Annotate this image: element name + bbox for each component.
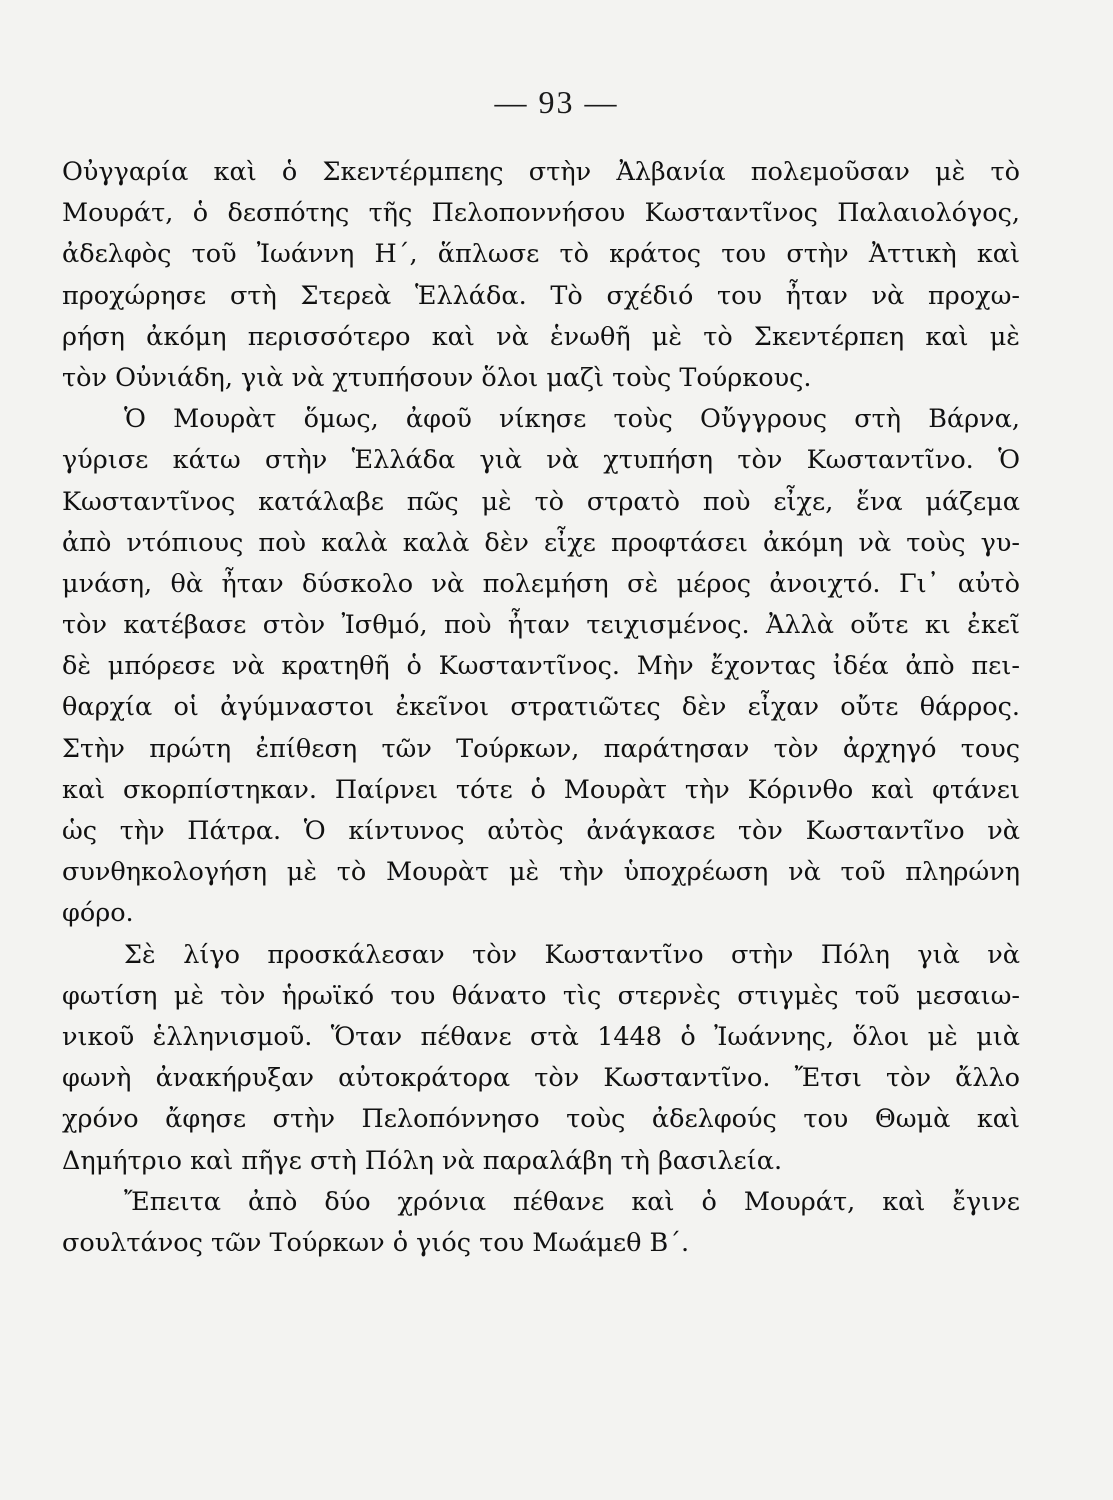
text-line: Στὴν πρώτη ἐπίθεση τῶν Τούρκων, παράτησαν τὸν ἀρχηγό τους <box>62 733 1020 764</box>
text-line: δὲ μπόρεσε νὰ κρατηθῆ ὁ Κωσταντῖνος. Μὴν ἔχοντας ἰδέα ἀπὸ πει- <box>62 651 1020 682</box>
text-line: ὡς τὴν Πάτρα. Ὁ κίντυνος αὐτὸς ἀνάγκασε τὸν Κωσταντῖνο νὰ <box>62 816 1020 846</box>
text-line: νικοῦ ἑλληνισμοῦ. Ὅταν πέθανε στὰ 1448 ὁ Ἰωάννης, ὅλοι μὲ μιὰ <box>62 1021 1020 1052</box>
text-line: Κωσταντῖνος κατάλαβε πῶς μὲ τὸ στρατὸ ποὺ εἶχε, ἕνα μάζεμα <box>62 486 1020 517</box>
text-line: χρόνο ἄφησε στὴν Πελοπόννησο τοὺς ἀδελφούς του Θωμὰ καὶ <box>62 1104 1020 1135</box>
text-line: Ἔπειτα ἀπὸ δύο χρόνια πέθανε καὶ ὁ Μουράτ, καὶ ἔγινε <box>124 1186 1020 1217</box>
text-line: Ὁ Μουρὰτ ὅμως, ἀφοῦ νίκησε τοὺς Οὔγγρους στὴ Βάρνα, <box>124 404 1020 435</box>
text-line: ἀπὸ ντόπιους ποὺ καλὰ καλὰ δὲν εἶχε προφτάσει ἀκόμη νὰ τοὺς γυ- <box>62 527 1020 558</box>
text-line: προχώρησε στὴ Στερεὰ Ἑλλάδα. Τὸ σχέδιό του ἦταν νὰ προχω- <box>62 280 1020 311</box>
text-line: Σὲ λίγο προσκάλεσαν τὸν Κωσταντῖνο στὴν Πόλη γιὰ νὰ <box>124 939 1020 970</box>
text-line: θαρχία οἱ ἀγύμναστοι ἐκεῖνοι στρατιῶτες δὲν εἶχαν οὔτε θάρρος. <box>62 692 1020 723</box>
text-line: Μουράτ, ὁ δεσπότης τῆς Πελοποννήσου Κωσταντῖνος Παλαιολόγος, <box>62 198 1020 229</box>
text-line: καὶ σκορπίστηκαν. Παίρνει τότε ὁ Μουρὰτ τὴν Κόρινθο καὶ φτάνει <box>62 774 1020 805</box>
text-line: ἀδελφὸς τοῦ Ἰωάννη Η΄, ἅπλωσε τὸ κράτος του στὴν Ἀττικὴ καὶ <box>62 239 1020 270</box>
text-line: φωτίση μὲ τὸν ἡρωϊκό του θάνατο τὶς στερνὲς στιγμὲς τοῦ μεσαιω- <box>62 980 1020 1011</box>
text-line: συνθηκολογήση μὲ τὸ Μουρὰτ μὲ τὴν ὑποχρέωση νὰ τοῦ πληρώνη <box>62 857 1020 888</box>
text-line: τὸν κατέβασε στὸν Ἰσθμό, ποὺ ἦταν τειχισμένος. Ἀλλὰ οὔτε κι ἐκεῖ <box>62 610 1020 641</box>
text-line: φωνὴ ἀνακήρυξαν αὐτοκράτορα τὸν Κωσταντῖνο. Ἔτσι τὸν ἄλλο <box>62 1063 1020 1094</box>
text-line: Δημήτριο καὶ πῆγε στὴ Πόλη νὰ παραλάβη τὴ βασιλεία. <box>62 1145 783 1176</box>
text-line: Οὐγγαρία καὶ ὁ Σκεντέρμπεης στὴν Ἀλβανία πολεμοῦσαν μὲ τὸ <box>62 157 1020 187</box>
body-text <box>62 152 1020 1264</box>
text-line: σουλτάνος τῶν Τούρκων ὁ γιός του Μωάμεθ Β΄. <box>62 1227 690 1258</box>
text-line: μνάση, θὰ ἦταν δύσκολο νὰ πολεμήση σὲ μέρος ἀνοιχτό. Γι᾿ αὐτὸ <box>62 568 1020 599</box>
text-line: τὸν Οὐνιάδη, γιὰ νὰ χτυπήσουν ὅλοι μαζὶ τοὺς Τούρκους. <box>62 362 812 393</box>
text-line: φόρο. <box>62 898 134 929</box>
text-line: ρήση ἀκόμη περισσότερο καὶ νὰ ἑνωθῆ μὲ τὸ Σκεντέρπεη καὶ μὲ <box>62 321 1020 352</box>
text-line: γύρισε κάτω στὴν Ἑλλάδα γιὰ νὰ χτυπήση τὸν Κωσταντῖνο. Ὁ <box>62 445 1020 476</box>
page-number: — 93 — <box>494 84 619 120</box>
